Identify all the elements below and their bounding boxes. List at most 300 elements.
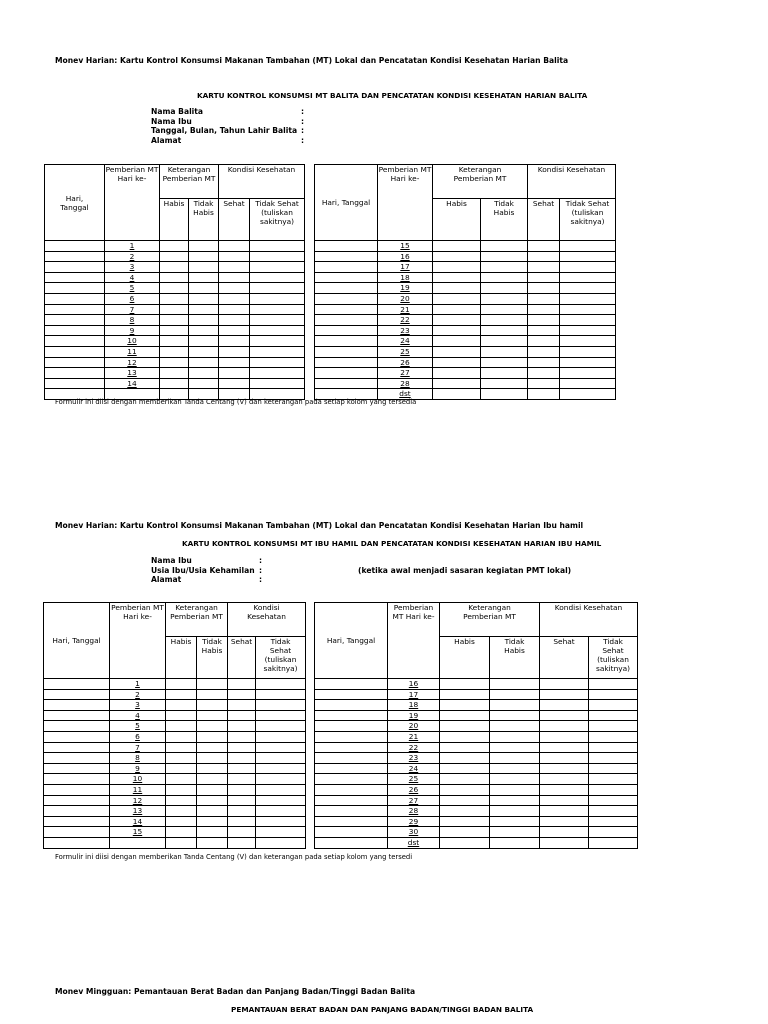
cell-tidak-habis[interactable] [189,357,219,368]
cell-hari-tanggal[interactable] [315,336,378,347]
cell-hari-tanggal[interactable] [44,827,110,838]
cell-sehat[interactable] [528,241,560,252]
cell-hari-tanggal[interactable] [315,368,378,379]
cell-tidak-sehat[interactable] [560,336,616,347]
field-alamat[interactable]: Alamat : [151,136,305,146]
cell-tidak-sehat[interactable] [560,325,616,336]
cell-tidak-habis[interactable] [481,357,528,368]
cell-sehat[interactable] [528,293,560,304]
cell-hari-tanggal[interactable] [44,784,110,795]
cell-tidak-habis[interactable] [197,784,228,795]
cell-sehat[interactable] [219,251,250,262]
cell-tidak-sehat[interactable] [589,710,638,721]
cell-tidak-habis[interactable] [481,262,528,273]
cell-habis[interactable] [440,774,490,785]
cell-tidak-habis[interactable] [490,806,540,817]
cell-sehat[interactable] [228,806,256,817]
cell-tidak-sehat[interactable] [256,774,306,785]
cell-tidak-sehat[interactable] [560,389,616,400]
cell-tidak-habis[interactable] [197,816,228,827]
cell-tidak-sehat[interactable] [560,272,616,283]
cell-sehat[interactable] [540,806,589,817]
cell-tidak-habis[interactable] [490,763,540,774]
cell-habis[interactable] [160,241,189,252]
cell-tidak-sehat[interactable] [589,689,638,700]
cell-sehat[interactable] [540,742,589,753]
cell-tidak-sehat[interactable] [256,700,306,711]
cell-tidak-habis[interactable] [189,283,219,294]
cell-habis[interactable] [440,721,490,732]
cell-hari-tanggal[interactable] [315,784,388,795]
cell-tidak-habis[interactable] [490,700,540,711]
cell-sehat[interactable] [219,336,250,347]
cell-sehat[interactable] [540,774,589,785]
cell-hari-tanggal[interactable] [315,304,378,315]
cell-habis[interactable] [160,378,189,389]
cell-sehat[interactable] [228,731,256,742]
cell-hari-tanggal[interactable] [45,336,105,347]
cell-tidak-sehat[interactable] [250,304,305,315]
cell-hari-tanggal[interactable] [45,293,105,304]
cell-sehat[interactable] [219,357,250,368]
cell-tidak-habis[interactable] [490,742,540,753]
cell-tidak-sehat[interactable] [256,795,306,806]
cell-tidak-habis[interactable] [197,774,228,785]
cell-tidak-habis[interactable] [197,742,228,753]
cell-habis[interactable] [160,293,189,304]
cell-habis[interactable] [440,753,490,764]
cell-tidak-habis[interactable] [490,774,540,785]
cell-hari-tanggal[interactable] [315,753,388,764]
cell-hari-tanggal[interactable] [315,827,388,838]
cell-sehat[interactable] [228,710,256,721]
cell-sehat[interactable] [528,272,560,283]
cell-tidak-habis[interactable] [481,272,528,283]
cell-hari-tanggal[interactable] [45,251,105,262]
cell-sehat[interactable] [528,304,560,315]
cell-hari-tanggal[interactable] [44,710,110,721]
cell-tidak-sehat[interactable] [560,357,616,368]
cell-habis[interactable] [166,774,197,785]
cell-sehat[interactable] [228,816,256,827]
cell-tidak-sehat[interactable] [589,731,638,742]
cell-tidak-sehat[interactable] [250,336,305,347]
cell-habis[interactable] [166,816,197,827]
cell-habis[interactable] [433,315,481,326]
cell-hari-tanggal[interactable] [315,325,378,336]
cell-habis[interactable] [166,827,197,838]
cell-tidak-habis[interactable] [481,251,528,262]
cell-sehat[interactable] [528,283,560,294]
cell-hari-tanggal[interactable] [315,357,378,368]
cell-habis[interactable] [433,272,481,283]
cell-tidak-habis[interactable] [197,827,228,838]
cell-habis[interactable] [166,700,197,711]
cell-tidak-habis[interactable] [481,378,528,389]
cell-sehat[interactable] [219,346,250,357]
cell-sehat[interactable] [219,315,250,326]
cell-sehat[interactable] [528,378,560,389]
cell-habis[interactable] [166,731,197,742]
cell-hari-tanggal[interactable] [315,679,388,690]
cell-sehat[interactable] [528,325,560,336]
cell-habis[interactable] [166,721,197,732]
cell-hari-tanggal[interactable] [44,742,110,753]
cell-sehat[interactable] [528,389,560,400]
cell-tidak-habis[interactable] [197,837,228,848]
cell-tidak-habis[interactable] [189,251,219,262]
cell-hari-tanggal[interactable] [44,774,110,785]
cell-sehat[interactable] [219,272,250,283]
cell-tidak-habis[interactable] [197,806,228,817]
cell-hari-tanggal[interactable] [44,806,110,817]
cell-habis[interactable] [160,283,189,294]
cell-habis[interactable] [433,304,481,315]
cell-sehat[interactable] [228,753,256,764]
cell-tidak-sehat[interactable] [589,700,638,711]
cell-hari-tanggal[interactable] [45,325,105,336]
cell-habis[interactable] [160,304,189,315]
cell-tidak-habis[interactable] [490,837,540,848]
cell-tidak-sehat[interactable] [589,816,638,827]
cell-tidak-sehat[interactable] [250,262,305,273]
cell-hari-tanggal[interactable] [315,689,388,700]
cell-sehat[interactable] [219,378,250,389]
cell-sehat[interactable] [528,336,560,347]
cell-hari-tanggal[interactable] [315,774,388,785]
cell-hari-tanggal[interactable] [315,721,388,732]
cell-tidak-habis[interactable] [197,753,228,764]
cell-hari-tanggal[interactable] [315,241,378,252]
cell-tidak-sehat[interactable] [250,251,305,262]
cell-sehat[interactable] [228,742,256,753]
cell-habis[interactable] [433,293,481,304]
cell-habis[interactable] [440,700,490,711]
cell-hari-tanggal[interactable] [315,346,378,357]
cell-hari-tanggal[interactable] [44,700,110,711]
cell-habis[interactable] [440,816,490,827]
cell-tidak-habis[interactable] [189,315,219,326]
cell-tidak-sehat[interactable] [256,837,306,848]
cell-tidak-habis[interactable] [481,389,528,400]
cell-sehat[interactable] [528,315,560,326]
cell-tidak-sehat[interactable] [560,283,616,294]
cell-habis[interactable] [166,679,197,690]
cell-tidak-sehat[interactable] [256,689,306,700]
cell-tidak-habis[interactable] [490,721,540,732]
cell-tidak-sehat[interactable] [589,774,638,785]
cell-tidak-habis[interactable] [189,346,219,357]
cell-hari-tanggal[interactable] [45,262,105,273]
field-usia-kehamilan[interactable]: Usia Ibu/Usia Kehamilan : (ketika awal menjadi sasaran kegiatan PMT lokal) [151,565,572,575]
cell-habis[interactable] [433,357,481,368]
cell-tidak-sehat[interactable] [589,763,638,774]
cell-tidak-sehat[interactable] [560,304,616,315]
cell-tidak-habis[interactable] [197,679,228,690]
cell-hari-tanggal[interactable] [315,763,388,774]
cell-tidak-habis[interactable] [481,293,528,304]
cell-habis[interactable] [166,710,197,721]
cell-habis[interactable] [440,689,490,700]
cell-tidak-sehat[interactable] [256,753,306,764]
cell-tidak-sehat[interactable] [250,346,305,357]
cell-tidak-sehat[interactable] [560,251,616,262]
cell-sehat[interactable] [219,241,250,252]
cell-tidak-habis[interactable] [189,325,219,336]
cell-tidak-habis[interactable] [481,336,528,347]
cell-hari-tanggal[interactable] [44,721,110,732]
cell-hari-tanggal[interactable] [315,378,378,389]
cell-habis[interactable] [160,272,189,283]
cell-habis[interactable] [160,346,189,357]
cell-tidak-sehat[interactable] [250,241,305,252]
cell-habis[interactable] [440,763,490,774]
cell-hari-tanggal[interactable] [44,795,110,806]
cell-tidak-sehat[interactable] [250,272,305,283]
cell-sehat[interactable] [219,293,250,304]
cell-habis[interactable] [433,241,481,252]
cell-hari-tanggal[interactable] [315,293,378,304]
cell-hari-tanggal[interactable] [45,272,105,283]
cell-sehat[interactable] [228,763,256,774]
cell-habis[interactable] [440,731,490,742]
field-alamat[interactable]: Alamat : [151,575,263,585]
cell-tidak-sehat[interactable] [250,378,305,389]
cell-hari-tanggal[interactable] [315,700,388,711]
cell-hari-tanggal[interactable] [45,304,105,315]
cell-sehat[interactable] [228,837,256,848]
cell-sehat[interactable] [228,721,256,732]
cell-habis[interactable] [440,837,490,848]
cell-habis[interactable] [440,806,490,817]
cell-sehat[interactable] [540,784,589,795]
cell-habis[interactable] [433,346,481,357]
cell-tidak-sehat[interactable] [250,325,305,336]
cell-habis[interactable] [440,742,490,753]
cell-hari-tanggal[interactable] [45,315,105,326]
cell-habis[interactable] [433,336,481,347]
cell-habis[interactable] [160,251,189,262]
cell-tidak-sehat[interactable] [256,710,306,721]
cell-hari-tanggal[interactable] [45,241,105,252]
cell-sehat[interactable] [540,827,589,838]
cell-sehat[interactable] [228,679,256,690]
cell-habis[interactable] [160,357,189,368]
cell-habis[interactable] [160,315,189,326]
cell-hari-tanggal[interactable] [315,731,388,742]
cell-tidak-habis[interactable] [189,378,219,389]
field-nama-ibu[interactable]: Nama Ibu : [151,116,305,126]
cell-hari-tanggal[interactable] [315,742,388,753]
cell-habis[interactable] [433,262,481,273]
cell-sehat[interactable] [540,753,589,764]
cell-tidak-sehat[interactable] [589,742,638,753]
cell-hari-tanggal[interactable] [44,689,110,700]
cell-tidak-sehat[interactable] [256,827,306,838]
cell-hari-tanggal[interactable] [45,378,105,389]
cell-sehat[interactable] [540,721,589,732]
cell-sehat[interactable] [219,304,250,315]
cell-tidak-sehat[interactable] [250,357,305,368]
cell-tidak-sehat[interactable] [560,346,616,357]
cell-hari-tanggal[interactable] [315,315,378,326]
cell-hari-tanggal[interactable] [44,816,110,827]
cell-hari-tanggal[interactable] [44,753,110,764]
cell-habis[interactable] [166,753,197,764]
cell-tidak-habis[interactable] [189,272,219,283]
cell-tidak-habis[interactable] [490,731,540,742]
cell-hari-tanggal[interactable] [315,272,378,283]
cell-habis[interactable] [440,710,490,721]
cell-habis[interactable] [433,389,481,400]
cell-tidak-habis[interactable] [197,689,228,700]
field-nama-ibu[interactable]: Nama Ibu : [151,556,263,565]
cell-tidak-sehat[interactable] [589,753,638,764]
cell-hari-tanggal[interactable] [315,251,378,262]
cell-tidak-habis[interactable] [197,763,228,774]
cell-hari-tanggal[interactable] [315,262,378,273]
cell-sehat[interactable] [528,357,560,368]
cell-tidak-sehat[interactable] [589,827,638,838]
cell-sehat[interactable] [219,262,250,273]
cell-sehat[interactable] [219,368,250,379]
cell-tidak-habis[interactable] [481,346,528,357]
cell-habis[interactable] [433,325,481,336]
cell-tidak-sehat[interactable] [250,368,305,379]
cell-tidak-habis[interactable] [197,710,228,721]
cell-hari-tanggal[interactable] [315,837,388,848]
cell-tidak-sehat[interactable] [256,679,306,690]
cell-sehat[interactable] [540,837,589,848]
cell-habis[interactable] [160,368,189,379]
cell-tidak-sehat[interactable] [589,784,638,795]
cell-hari-tanggal[interactable] [44,837,110,848]
cell-sehat[interactable] [540,679,589,690]
cell-tidak-habis[interactable] [490,710,540,721]
cell-hari-tanggal[interactable] [44,679,110,690]
cell-tidak-habis[interactable] [481,304,528,315]
cell-tidak-sehat[interactable] [250,315,305,326]
cell-tidak-habis[interactable] [189,241,219,252]
cell-tidak-habis[interactable] [490,816,540,827]
cell-tidak-habis[interactable] [490,827,540,838]
cell-hari-tanggal[interactable] [45,357,105,368]
cell-sehat[interactable] [540,689,589,700]
cell-tidak-sehat[interactable] [560,378,616,389]
cell-tidak-sehat[interactable] [256,763,306,774]
cell-tidak-sehat[interactable] [560,293,616,304]
cell-tidak-sehat[interactable] [589,721,638,732]
cell-hari-tanggal[interactable] [44,763,110,774]
cell-habis[interactable] [166,763,197,774]
cell-hari-tanggal[interactable] [315,283,378,294]
cell-tidak-habis[interactable] [189,368,219,379]
cell-habis[interactable] [433,251,481,262]
cell-habis[interactable] [160,325,189,336]
cell-tidak-habis[interactable] [197,795,228,806]
cell-tidak-sehat[interactable] [256,784,306,795]
cell-tidak-habis[interactable] [490,753,540,764]
cell-tidak-sehat[interactable] [256,816,306,827]
cell-hari-tanggal[interactable] [315,816,388,827]
cell-sehat[interactable] [228,784,256,795]
cell-habis[interactable] [440,795,490,806]
cell-tidak-habis[interactable] [197,721,228,732]
cell-tidak-habis[interactable] [490,795,540,806]
field-nama-balita[interactable]: Nama Balita : [151,107,305,116]
cell-tidak-habis[interactable] [189,262,219,273]
cell-tidak-habis[interactable] [197,700,228,711]
cell-tidak-habis[interactable] [189,336,219,347]
cell-tidak-sehat[interactable] [560,315,616,326]
cell-tidak-sehat[interactable] [589,806,638,817]
cell-sehat[interactable] [528,251,560,262]
cell-tidak-sehat[interactable] [560,241,616,252]
cell-habis[interactable] [160,336,189,347]
cell-sehat[interactable] [228,827,256,838]
cell-hari-tanggal[interactable] [45,283,105,294]
cell-tidak-sehat[interactable] [250,293,305,304]
cell-tidak-sehat[interactable] [250,283,305,294]
cell-habis[interactable] [440,784,490,795]
cell-tidak-sehat[interactable] [256,806,306,817]
cell-tidak-habis[interactable] [189,293,219,304]
cell-habis[interactable] [433,378,481,389]
cell-tidak-habis[interactable] [481,241,528,252]
cell-habis[interactable] [160,262,189,273]
cell-habis[interactable] [433,368,481,379]
cell-habis[interactable] [166,795,197,806]
cell-tidak-habis[interactable] [189,304,219,315]
cell-sehat[interactable] [228,774,256,785]
cell-tidak-sehat[interactable] [256,721,306,732]
cell-sehat[interactable] [528,368,560,379]
cell-tidak-sehat[interactable] [560,368,616,379]
cell-tidak-habis[interactable] [481,325,528,336]
field-tanggal-lahir[interactable]: Tanggal, Bulan, Tahun Lahir Balita : [151,126,305,136]
cell-sehat[interactable] [228,795,256,806]
cell-hari-tanggal[interactable] [315,806,388,817]
cell-sehat[interactable] [219,283,250,294]
cell-sehat[interactable] [540,795,589,806]
cell-tidak-habis[interactable] [481,368,528,379]
cell-sehat[interactable] [540,700,589,711]
cell-hari-tanggal[interactable] [44,731,110,742]
cell-habis[interactable] [166,689,197,700]
cell-habis[interactable] [433,283,481,294]
cell-hari-tanggal[interactable] [45,368,105,379]
cell-sehat[interactable] [528,346,560,357]
cell-habis[interactable] [166,806,197,817]
cell-tidak-habis[interactable] [490,784,540,795]
cell-tidak-habis[interactable] [197,731,228,742]
cell-hari-tanggal[interactable] [315,795,388,806]
cell-sehat[interactable] [540,816,589,827]
cell-sehat[interactable] [528,262,560,273]
cell-tidak-habis[interactable] [481,283,528,294]
cell-tidak-sehat[interactable] [589,679,638,690]
cell-tidak-habis[interactable] [490,689,540,700]
cell-tidak-habis[interactable] [481,315,528,326]
cell-sehat[interactable] [540,763,589,774]
cell-habis[interactable] [166,837,197,848]
cell-habis[interactable] [166,784,197,795]
cell-hari-tanggal[interactable] [315,710,388,721]
cell-tidak-sehat[interactable] [256,731,306,742]
cell-sehat[interactable] [228,689,256,700]
cell-tidak-sehat[interactable] [589,837,638,848]
cell-tidak-sehat[interactable] [256,742,306,753]
